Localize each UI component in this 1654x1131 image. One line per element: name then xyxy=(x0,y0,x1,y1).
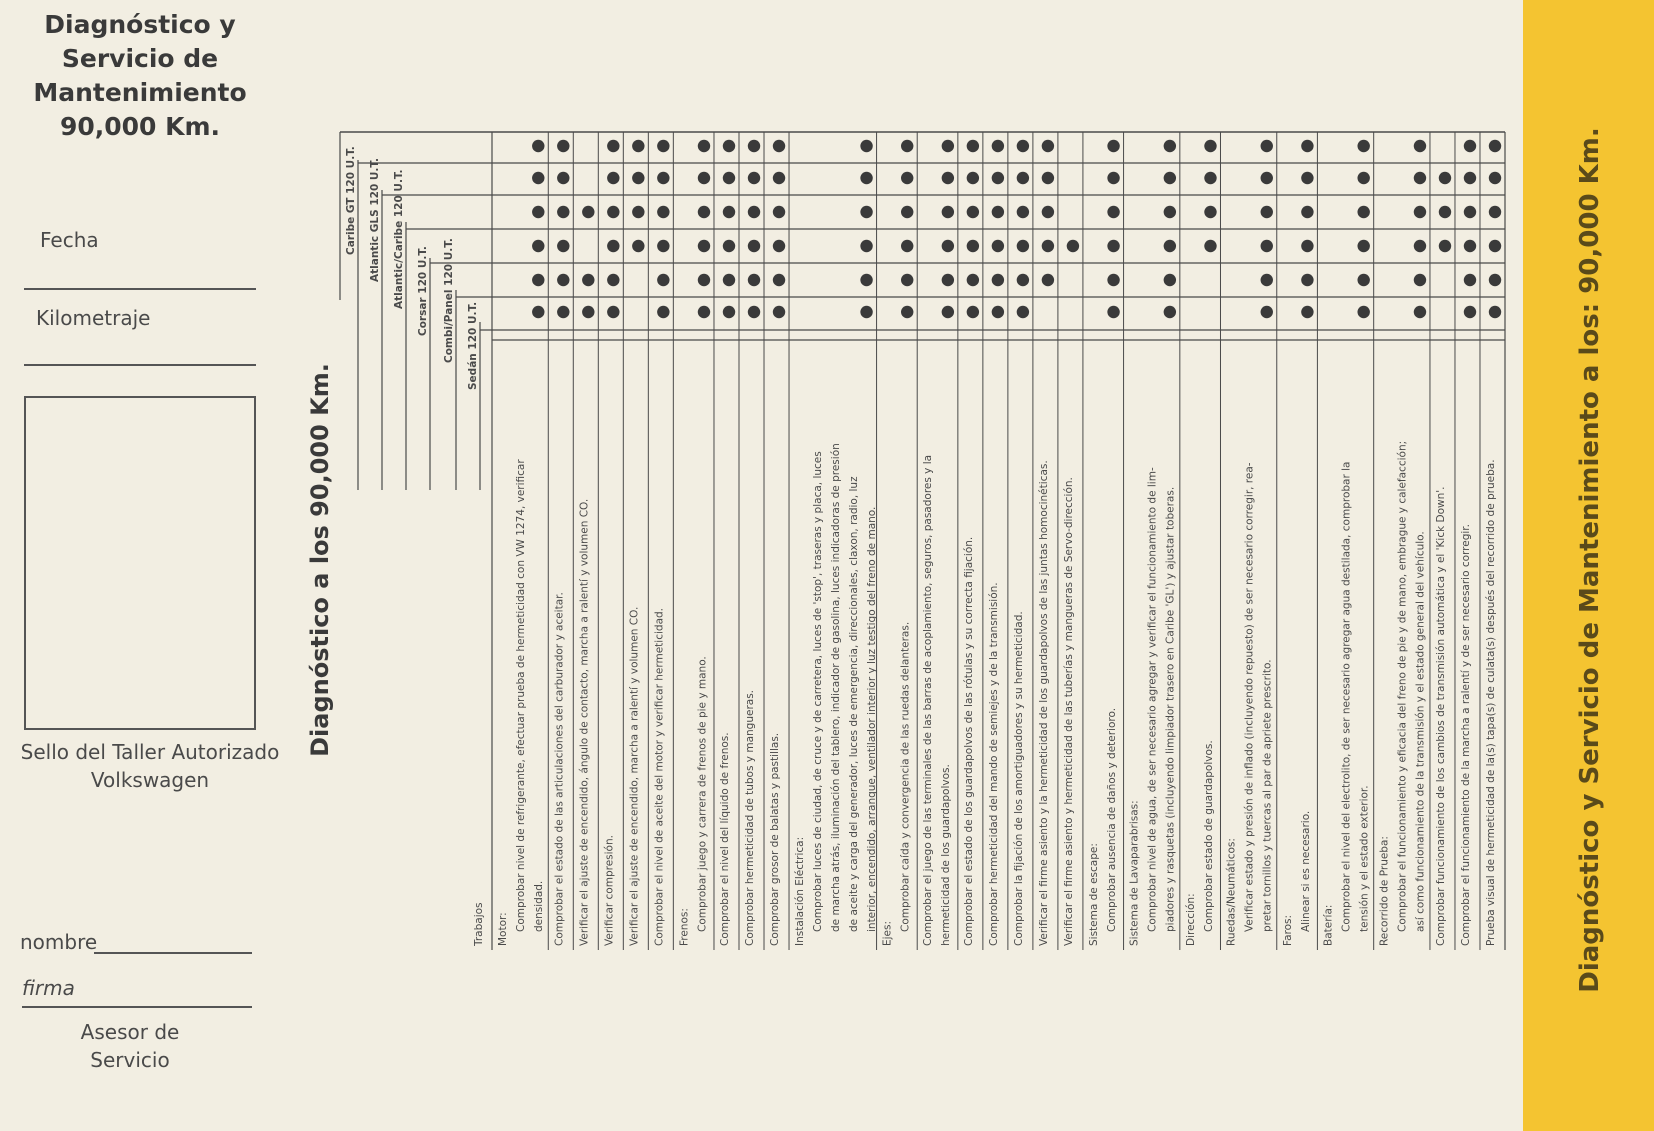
check-dot xyxy=(1261,206,1273,218)
check-dot xyxy=(657,306,669,318)
check-dot xyxy=(698,172,710,184)
check-dot xyxy=(1204,172,1216,184)
check-dot xyxy=(607,274,619,286)
task-text: interior, encendido, arranque, ventilador interior y luz testigo del freno de mano. xyxy=(866,506,879,932)
check-dot xyxy=(1164,172,1176,184)
check-dot xyxy=(532,306,544,318)
section-label: Dirección: xyxy=(1184,893,1197,946)
stamp-label: Sello del Taller Autorizado Volkswagen xyxy=(20,740,280,792)
model-label: Corsar 120 U.T. xyxy=(417,246,429,336)
check-dot xyxy=(607,140,619,152)
check-dot xyxy=(1414,172,1426,184)
check-dot xyxy=(1042,206,1054,218)
check-dot xyxy=(901,172,913,184)
check-dot xyxy=(532,172,544,184)
check-dot xyxy=(860,140,872,152)
check-dot xyxy=(1357,274,1369,286)
kilometraje-label: Kilometraje xyxy=(36,306,151,330)
middle-title: Diagnóstico a los 90,000 Km. xyxy=(306,363,334,757)
check-dot xyxy=(1357,306,1369,318)
check-dot xyxy=(942,172,954,184)
check-dot xyxy=(723,206,735,218)
check-dot xyxy=(632,206,644,218)
check-dot xyxy=(557,240,569,252)
check-dot xyxy=(748,140,760,152)
check-dot xyxy=(1017,306,1029,318)
check-dot xyxy=(657,206,669,218)
check-dot xyxy=(557,274,569,286)
check-dot xyxy=(1164,240,1176,252)
section-label: Batería: xyxy=(1322,904,1335,946)
check-dot xyxy=(860,306,872,318)
check-dot xyxy=(698,240,710,252)
check-dot xyxy=(607,240,619,252)
check-dot xyxy=(1017,240,1029,252)
check-dot xyxy=(1464,140,1476,152)
check-dot xyxy=(773,306,785,318)
task-text: Comprobar el nivel del electrolito, de ser necesario agregar agua destilada, comprobar la xyxy=(1340,461,1353,932)
check-dot xyxy=(1414,140,1426,152)
task-text: Verificar compresión. xyxy=(603,835,616,946)
task-text: Comprobar el estado de las articulaciones del carburador y aceitar. xyxy=(553,592,566,946)
check-dot xyxy=(1439,172,1451,184)
check-dot xyxy=(557,306,569,318)
check-dot xyxy=(942,206,954,218)
check-dot xyxy=(698,306,710,318)
check-dot xyxy=(1489,240,1501,252)
check-dot xyxy=(1164,140,1176,152)
check-dot xyxy=(557,140,569,152)
check-dot xyxy=(773,140,785,152)
check-dot xyxy=(1017,206,1029,218)
task-text: Comprobar el estado de los guardapolvos de las rótulas y su correcta fijación. xyxy=(962,536,975,946)
task-text: Comprobar el funcionamiento de la marcha a ralentí y de ser necesario corregir. xyxy=(1459,524,1472,946)
check-dot xyxy=(992,140,1004,152)
check-dot xyxy=(967,274,979,286)
task-text: Alinear si es necesario. xyxy=(1299,810,1312,932)
check-dot xyxy=(723,172,735,184)
check-dot xyxy=(1357,240,1369,252)
check-dot xyxy=(1204,140,1216,152)
check-dot xyxy=(1301,240,1313,252)
model-label: Sedán 120 U.T. xyxy=(467,301,479,390)
firma-label: firma xyxy=(22,976,75,1000)
check-dot xyxy=(532,140,544,152)
task-text: Comprobar ausencia de daños y deterioro. xyxy=(1105,707,1118,932)
check-dot xyxy=(748,240,760,252)
check-dot xyxy=(1261,306,1273,318)
model-label: Combi/Panel 120 U.T. xyxy=(443,238,455,363)
check-dot xyxy=(1107,240,1119,252)
task-text: de aceite y carga del generador, luces de emergencia, direccionales, claxon, radio, luz xyxy=(848,476,861,932)
check-dot xyxy=(1439,206,1451,218)
check-dot xyxy=(860,240,872,252)
check-dot xyxy=(992,274,1004,286)
check-dot xyxy=(860,172,872,184)
check-dot xyxy=(698,206,710,218)
check-dot xyxy=(657,172,669,184)
check-dot xyxy=(992,172,1004,184)
check-dot xyxy=(1464,172,1476,184)
check-dot xyxy=(967,172,979,184)
check-dot xyxy=(632,172,644,184)
task-text: Comprobar el nivel del líquido de frenos. xyxy=(718,732,731,946)
check-dot xyxy=(1042,172,1054,184)
check-dot xyxy=(557,172,569,184)
check-dot xyxy=(1017,140,1029,152)
check-dot xyxy=(723,306,735,318)
task-text: Comprobar hermeticidad del mando de semiejes y de la transmisión. xyxy=(987,582,1000,946)
check-dot xyxy=(748,172,760,184)
task-text: Verificar el firme asiento y hermeticidad de las tuberías y mangueras de Servo-dirección. xyxy=(1062,477,1075,946)
band-title: Diagnóstico y Servicio de Mantenimiento a los: 90,000 Km. xyxy=(1575,127,1605,993)
check-dot xyxy=(901,206,913,218)
section-label: Ejes: xyxy=(881,920,894,946)
check-dot xyxy=(1489,140,1501,152)
section-label: Sistema de Lavaparabrisas: xyxy=(1128,800,1141,946)
task-text: hermeticidad de los guardapolvos. xyxy=(940,764,953,946)
task-text: Verificar el ajuste de encendido, marcha a ralentí y volumen CO. xyxy=(628,606,641,946)
check-dot xyxy=(1164,206,1176,218)
check-dot xyxy=(1017,274,1029,286)
fecha-label: Fecha xyxy=(40,228,99,252)
check-dot xyxy=(1301,206,1313,218)
task-text: tensión y el estado exterior. xyxy=(1358,785,1371,932)
task-text: Comprobar estado de guardapolvos. xyxy=(1202,740,1215,932)
check-dot xyxy=(532,274,544,286)
check-dot xyxy=(773,240,785,252)
section-label: Ruedas/Neumáticos: xyxy=(1225,838,1238,946)
check-dot xyxy=(1261,274,1273,286)
check-dot xyxy=(942,306,954,318)
check-dot xyxy=(582,206,594,218)
trabajos-label: Trabajos xyxy=(473,902,485,946)
check-dot xyxy=(1464,274,1476,286)
check-dot xyxy=(773,274,785,286)
task-text: Comprobar el juego de las terminales de las barras de acoplamiento, seguros, pasadores y la xyxy=(922,454,935,946)
check-dot xyxy=(967,206,979,218)
task-text: Comprobar nivel de refrigerante, efectuar prueba de hermeticidad con VW 1274, verificar xyxy=(515,459,527,932)
task-text: Comprobar funcionamiento de los cambios de transmisión automática y el 'Kick Down'. xyxy=(1434,486,1447,946)
check-dot xyxy=(698,274,710,286)
check-dot xyxy=(657,140,669,152)
check-dot xyxy=(1107,306,1119,318)
check-dot xyxy=(582,274,594,286)
check-dot xyxy=(773,206,785,218)
check-dot xyxy=(1301,274,1313,286)
check-dot xyxy=(992,206,1004,218)
check-dot xyxy=(1164,274,1176,286)
check-dot xyxy=(1439,240,1451,252)
check-dot xyxy=(901,140,913,152)
check-dot xyxy=(532,240,544,252)
check-dot xyxy=(901,274,913,286)
check-dot xyxy=(1414,206,1426,218)
check-dot xyxy=(607,306,619,318)
check-dot xyxy=(557,206,569,218)
check-dot xyxy=(1414,274,1426,286)
model-label: Atlantic GLS 120 U.T. xyxy=(369,158,381,282)
check-dot xyxy=(967,306,979,318)
advisor-label: Asesor de Servicio xyxy=(80,1020,180,1072)
task-text: Comprobar luces de ciudad, de cruce y de carretera, luces de 'stop', traseras y placa, luces xyxy=(812,451,825,932)
check-dot xyxy=(1067,240,1079,252)
check-dot xyxy=(773,172,785,184)
task-text: así como funcionamiento de la transmisión y el estado general del vehículo. xyxy=(1414,531,1427,932)
check-dot xyxy=(942,140,954,152)
left-title: Diagnóstico y Servicio de Mantenimiento 90,000 Km. xyxy=(33,10,247,141)
check-dot xyxy=(1261,240,1273,252)
check-dot xyxy=(1489,306,1501,318)
check-dot xyxy=(992,306,1004,318)
task-text: Comprobar el nivel de aceite del motor y verificar hermeticidad. xyxy=(653,607,666,946)
section-label: Sistema de escape: xyxy=(1087,843,1100,946)
check-dot xyxy=(1464,240,1476,252)
section-label: Recorrido de Prueba: xyxy=(1378,836,1391,946)
task-text: Comprobar la fijación de los amortiguadores y su hermeticidad. xyxy=(1012,611,1025,946)
check-dot xyxy=(607,206,619,218)
check-dot xyxy=(698,140,710,152)
check-dot xyxy=(632,240,644,252)
check-dot xyxy=(1301,140,1313,152)
check-dot xyxy=(1042,240,1054,252)
check-dot xyxy=(967,240,979,252)
task-text: Prueba visual de hermeticidad de la(s) tapa(s) de culata(s) después del recorrido de prueba. xyxy=(1484,459,1497,946)
section-label: Instalación Eléctrica: xyxy=(794,836,807,946)
check-dot xyxy=(532,206,544,218)
section-label: Frenos: xyxy=(678,908,691,946)
check-dot xyxy=(723,140,735,152)
task-text: densidad. xyxy=(533,880,545,932)
check-dot xyxy=(723,274,735,286)
nombre-label: nombre xyxy=(20,930,98,954)
check-dot xyxy=(582,306,594,318)
task-text: piadores y rasquetas (incluyendo limpiador trasero en Caribe 'GL') y ajustar toberas. xyxy=(1164,486,1177,932)
section-label: Faros: xyxy=(1281,914,1294,946)
check-dot xyxy=(1204,206,1216,218)
check-dot xyxy=(1357,172,1369,184)
check-dot xyxy=(657,240,669,252)
check-dot xyxy=(1414,240,1426,252)
task-text: Verificar estado y presión de inflado (incluyendo repuesto) de ser necesario corregir, rea- xyxy=(1243,462,1256,932)
check-dot xyxy=(1301,172,1313,184)
check-dot xyxy=(992,240,1004,252)
check-dot xyxy=(607,172,619,184)
task-text: Comprobar hermeticidad de tubos y mangueras. xyxy=(743,689,756,946)
task-text: Comprobar juego y carrera de frenos de pie y mano. xyxy=(696,656,709,932)
task-text: Comprobar caída y convergencia de las ruedas delanteras. xyxy=(899,621,912,932)
task-text: Comprobar nivel de agua, de ser necesario agregar y verificar el funcionamiento de lim- xyxy=(1146,467,1159,932)
check-dot xyxy=(1489,274,1501,286)
task-text: Comprobar el funcionamiento y eficacia del freno de pie y de mano, embrague y calefacción; xyxy=(1396,440,1409,932)
check-dot xyxy=(1204,240,1216,252)
task-text: de marcha atrás, iluminación del tablero, indicador de gasolina, luces indicadoras de presión xyxy=(830,443,843,932)
check-dot xyxy=(1357,206,1369,218)
check-dot xyxy=(1261,172,1273,184)
check-dot xyxy=(901,306,913,318)
task-text: Verificar el ajuste de encendido, ángulo de contacto, marcha a ralentí y volumen CO. xyxy=(578,498,591,946)
check-dot xyxy=(748,306,760,318)
check-dot xyxy=(657,274,669,286)
check-dot xyxy=(1107,274,1119,286)
check-dot xyxy=(1357,140,1369,152)
check-dot xyxy=(1301,306,1313,318)
check-dot xyxy=(748,274,760,286)
check-dot xyxy=(1489,206,1501,218)
check-dot xyxy=(1489,172,1501,184)
check-dot xyxy=(1261,140,1273,152)
check-dot xyxy=(942,240,954,252)
check-dot xyxy=(1107,140,1119,152)
task-text: Comprobar grosor de balatas y pastillas. xyxy=(769,732,782,946)
check-dot xyxy=(632,140,644,152)
model-label: Atlantic/Caribe 120 U.T. xyxy=(393,169,405,309)
check-dot xyxy=(901,240,913,252)
check-dot xyxy=(1107,172,1119,184)
check-dot xyxy=(1017,172,1029,184)
check-dot xyxy=(942,274,954,286)
check-dot xyxy=(1464,306,1476,318)
check-dot xyxy=(1464,206,1476,218)
task-text: pretar tornillos y tuercas al par de apriete prescrito. xyxy=(1261,659,1274,932)
check-dot xyxy=(967,140,979,152)
check-dot xyxy=(723,240,735,252)
task-text: Verificar el firme asiento y la hermeticidad de los guardapolvos de las juntas homocinéticas. xyxy=(1037,460,1050,946)
check-dot xyxy=(1414,306,1426,318)
check-dot xyxy=(860,274,872,286)
check-dot xyxy=(860,206,872,218)
model-label: Caribe GT 120 U.T. xyxy=(345,146,357,255)
check-dot xyxy=(748,206,760,218)
section-label: Motor: xyxy=(497,912,509,946)
check-dot xyxy=(1042,274,1054,286)
check-dot xyxy=(1042,140,1054,152)
check-dot xyxy=(1164,306,1176,318)
check-dot xyxy=(1107,206,1119,218)
